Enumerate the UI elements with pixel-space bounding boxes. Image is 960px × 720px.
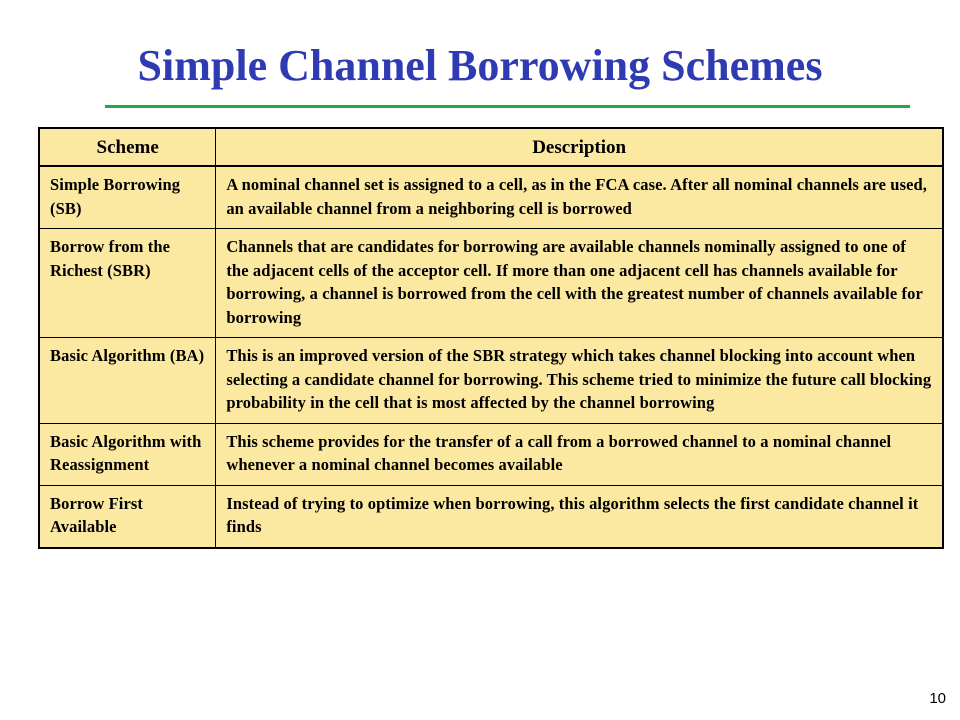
scheme-cell: Basic Algorithm with Reassignment — [39, 423, 216, 485]
scheme-cell: Basic Algorithm (BA) — [39, 338, 216, 424]
schemes-table-container — [38, 127, 944, 549]
header-scheme: Scheme — [39, 128, 216, 166]
scheme-cell: Simple Borrowing (SB) — [39, 166, 216, 229]
page-number: 10 — [929, 690, 946, 707]
table-header-row — [39, 128, 943, 166]
scheme-cell: Borrow from the Richest (SBR) — [39, 229, 216, 338]
table-row — [39, 166, 943, 229]
table-row — [39, 338, 943, 424]
schemes-table — [38, 127, 944, 549]
description-cell: This scheme provides for the transfer of a call from a borrowed channel to a nominal channel whenever a nominal channel becomes available — [216, 423, 943, 485]
table-row — [39, 485, 943, 548]
scheme-cell: Borrow First Available — [39, 485, 216, 548]
slide-title: Simple Channel Borrowing Schemes — [137, 41, 823, 90]
header-description: Description — [216, 128, 943, 166]
table-row — [39, 229, 943, 338]
description-cell: Instead of trying to optimize when borrowing, this algorithm selects the first candidate channel it finds — [216, 485, 943, 548]
table-row — [39, 423, 943, 485]
title-divider — [105, 105, 910, 108]
description-cell: A nominal channel set is assigned to a cell, as in the FCA case. After all nominal channels are used, an available channel from a neighboring cell is borrowed — [216, 166, 943, 229]
description-cell: This is an improved version of the SBR strategy which takes channel blocking into account when selecting a candidate channel for borrowing. This scheme tried to minimize the future call blocking probability in the cell that is most affected by the channel borrowing — [216, 338, 943, 424]
description-cell: Channels that are candidates for borrowing are available channels nominally assigned to one of the adjacent cells of the acceptor cell. If more than one adjacent cell has channels available for borrowing, a channel is borrowed from the cell with the greatest number of channels available for borrowing — [216, 229, 943, 338]
